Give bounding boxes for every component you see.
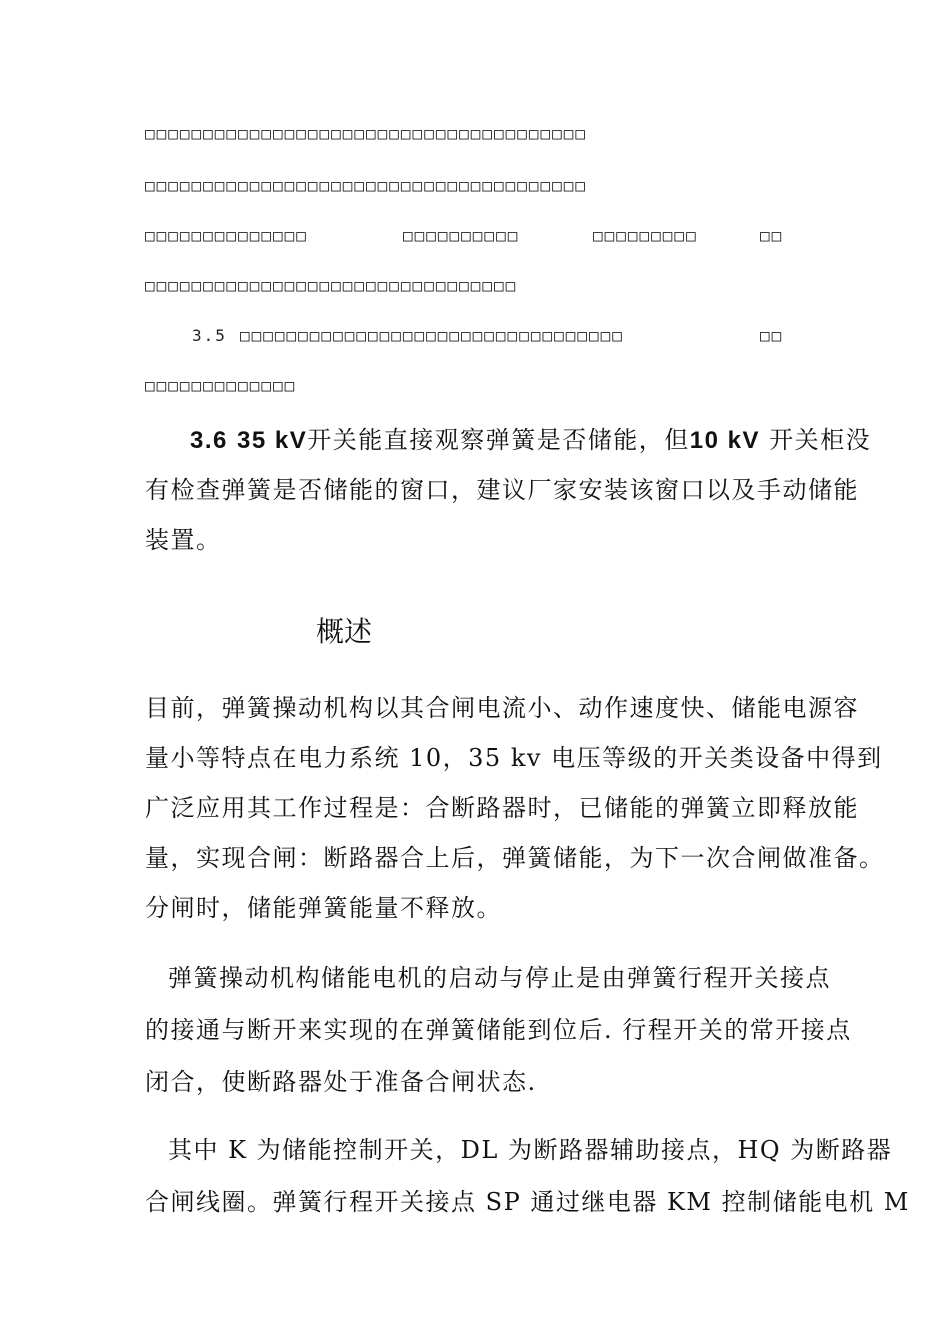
paragraph-3-6-line: 有检查弹簧是否储能的窗口，建议厂家安装该窗口以及手动储能 [145,476,859,504]
paragraph-3-6-line [190,420,871,455]
text-line: □□□□□□□□□□□□□□□□□□□□□□□□□□□□□□□□ [145,276,518,295]
text-line: □□□□□□□□□□ [403,226,520,245]
text-line: □□□□□□□□□□□□□ [145,376,297,395]
text-line: □□□□□□□□□ [593,226,698,245]
paragraph-line: 量，实现合闸：断路器合上后，弹簧储能，为下一次合闸做准备。 [145,844,885,872]
voltage-value: 35 kV [237,427,308,454]
text-line: □□□□□□□□□□□□□□□□□□□□□□□□□□□□□□□□□ [240,326,624,345]
text-segment: 开关柜没 [769,426,872,454]
text-line: □□ [760,326,784,345]
paragraph-line: 其中 K 为储能控制开关，DL 为断路器辅助接点，HQ 为断路器 [168,1136,893,1164]
text-line: □□□□□□□□□□□□□□ [145,226,308,245]
section-heading: 概述 [316,615,373,648]
paragraph-line: 闭合，使断路器处于准备合闸状态. [145,1068,537,1096]
text-line: □□□□□□□□□□□□□□□□□□□□□□□□□□□□□□□□□□□□□□ [145,176,588,195]
paragraph-line: 量小等特点在电力系统 10，35 kv 电压等级的开关类设备中得到 [145,744,883,772]
item-number: 3.6 [190,427,228,454]
text-line: □□□□□□□□□□□□□□□□□□□□□□□□□□□□□□□□□□□□□□ [145,124,588,143]
paragraph-3-6-line: 装置。 [145,526,222,554]
paragraph-line: 的接通与断开来实现的在弹簧储能到位后. 行程开关的常开接点 [145,1016,852,1044]
voltage-value: 10 kV [689,427,760,454]
paragraph-line: 目前，弹簧操动机构以其合闸电流小、动作速度快、储能电源容 [145,694,859,722]
text-line: □□ [760,226,784,245]
paragraph-line: 合闸线圈。弹簧行程开关接点 SP 通过继电器 KM 控制储能电机 M [145,1188,910,1216]
text-segment: 开关能直接观察弹簧是否储能，但 [307,426,690,454]
paragraph-line: 广泛应用其工作过程是：合断路器时，已储能的弹簧立即释放能 [145,794,859,822]
item-number: 3.5 [192,326,227,345]
paragraph-line: 弹簧操动机构储能电机的启动与停止是由弹簧行程开关接点 [168,964,831,992]
paragraph-line: 分闸时，储能弹簧能量不释放。 [145,894,502,922]
